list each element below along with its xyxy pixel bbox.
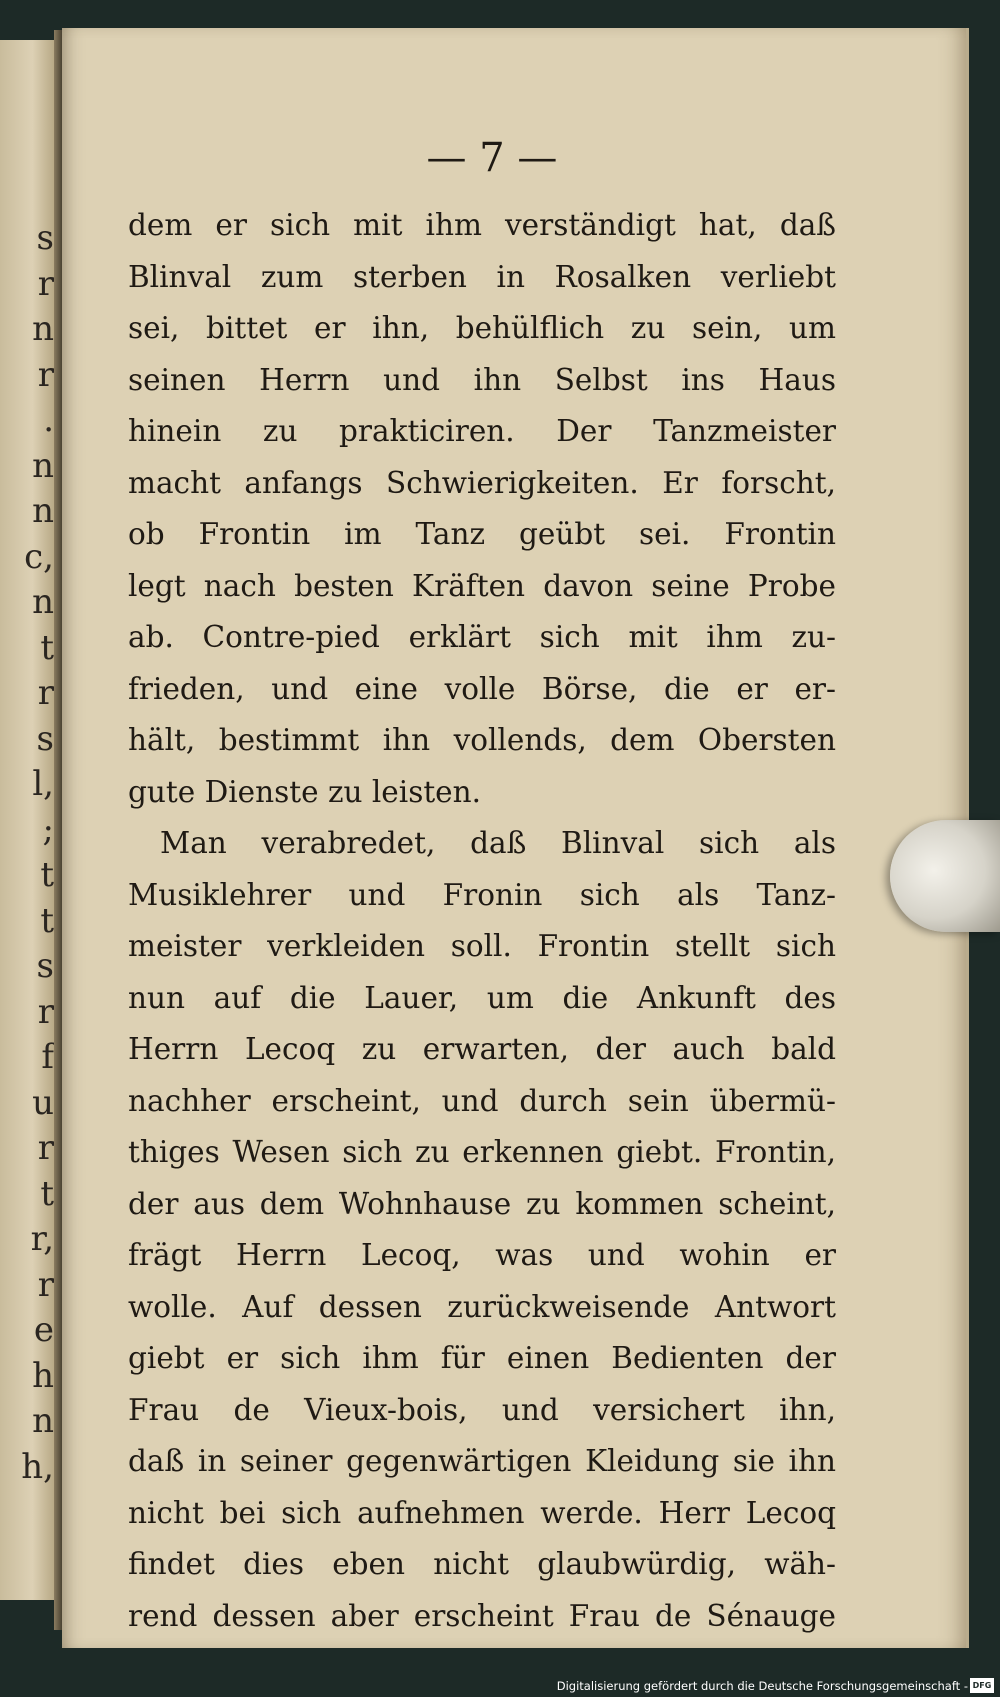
- left-page-edge-char: ;: [42, 809, 54, 850]
- text-line: Man verabredet, daß Blinval sich als: [160, 826, 836, 860]
- left-page-edge-char: s: [36, 946, 54, 986]
- digitization-credit: Digitalisierung gefördert durch die Deutsche Forschungsgemeinschaft -: [556, 1679, 968, 1693]
- left-page-edge-char: n: [32, 445, 54, 486]
- left-page-edge-char: r: [37, 1128, 54, 1168]
- text-line: seinen Herrn und ihn Selbst ins Haus: [128, 362, 836, 397]
- left-page-edge-char: r: [37, 673, 54, 713]
- text-line: nun auf die Lauer, um die Ankunft des: [128, 980, 836, 1015]
- text-line: der aus dem Wohnhause zu kommen scheint,: [128, 1186, 836, 1221]
- text-line: hält, bestimmt ihn vollends, dem Obersten: [128, 723, 836, 757]
- left-page-edge-char: e: [33, 1310, 54, 1350]
- text-line: rend dessen aber erscheint Frau de Sénauge: [128, 1598, 836, 1633]
- page-number-header: — 7 —: [426, 135, 558, 181]
- left-page-edge-char: t: [40, 1173, 54, 1214]
- left-page-edge-char: .: [43, 400, 54, 440]
- text-line: meister verkleiden soll. Frontin stellt sich: [128, 929, 836, 963]
- text-line: Blinval zum sterben in Rosalken verliebt: [128, 259, 836, 294]
- page-clip: [890, 820, 1000, 932]
- text-line: thiges Wesen sich zu erkennen giebt. Frontin,: [128, 1135, 836, 1169]
- page-body-text: [128, 200, 836, 1642]
- left-page-edge-char: r,: [30, 1219, 54, 1259]
- text-line: Frau de Vieux-bois, und versichert ihn,: [128, 1392, 836, 1427]
- text-line: gute Dienste zu leisten.: [128, 774, 482, 809]
- left-page-edge-char: n: [32, 309, 54, 349]
- text-line: ab. Contre-pied erklärt sich mit ihm zu-: [128, 620, 836, 654]
- text-line: hinein zu prakticiren. Der Tanzmeister: [128, 414, 836, 448]
- text-line: daß in seiner gegenwärtigen Kleidung sie ihn: [128, 1444, 836, 1478]
- left-page-edge-char: r: [37, 991, 54, 1032]
- left-page-edge-text: [0, 215, 54, 1635]
- text-line: nicht bei sich aufnehmen werde. Herr Lecoq: [128, 1495, 836, 1530]
- left-page-edge-char: r: [37, 1264, 54, 1305]
- left-page-edge-char: t: [40, 627, 54, 668]
- left-page-edge-char: n: [32, 491, 54, 531]
- left-page-edge-char: f: [41, 1037, 54, 1077]
- left-page-edge-char: n: [32, 1401, 54, 1441]
- text-line: Herrn Lecoq zu erwarten, der auch bald: [128, 1032, 836, 1066]
- left-page-edge-char: t: [40, 855, 54, 895]
- dfg-logo-icon: DFG: [970, 1678, 994, 1693]
- left-page-edge-char: s: [36, 218, 54, 258]
- text-line: macht anfangs Schwierigkeiten. Er forscht,: [128, 465, 836, 500]
- text-line: Musiklehrer und Fronin sich als Tanz-: [128, 877, 836, 912]
- text-line: findet dies eben nicht glaubwürdig, wäh-: [128, 1547, 836, 1581]
- text-line: wolle. Auf dessen zurückweisende Antwort: [128, 1289, 836, 1324]
- text-line: dem er sich mit ihm verständigt hat, daß: [128, 208, 836, 242]
- left-page-edge-char: r: [37, 354, 54, 395]
- text-line: nachher erscheint, und durch sein übermü-: [128, 1083, 836, 1118]
- left-page-edge-char: r: [37, 263, 54, 304]
- text-line: legt nach besten Kräften davon seine Probe: [128, 568, 836, 603]
- text-line: sei, bittet er ihn, behülflich zu sein, um: [128, 311, 836, 345]
- left-page-edge-char: l,: [32, 764, 54, 804]
- text-line: ob Frontin im Tanz geübt sei. Frontin: [128, 517, 836, 551]
- left-page-edge-char: t: [40, 900, 54, 941]
- text-line: frieden, und eine volle Börse, die er er-: [128, 671, 836, 706]
- text-line: giebt er sich ihm für einen Bedienten der: [128, 1341, 836, 1375]
- left-page-edge-char: c,: [24, 536, 54, 577]
- left-page-edge-char: h,: [21, 1446, 54, 1487]
- left-page-edge-char: h: [32, 1355, 54, 1396]
- left-page-edge-char: n: [32, 582, 54, 622]
- left-page-edge-char: s: [36, 718, 54, 759]
- left-page-edge-char: u: [32, 1082, 54, 1123]
- text-line: frägt Herrn Lecoq, was und wohin er: [128, 1238, 836, 1272]
